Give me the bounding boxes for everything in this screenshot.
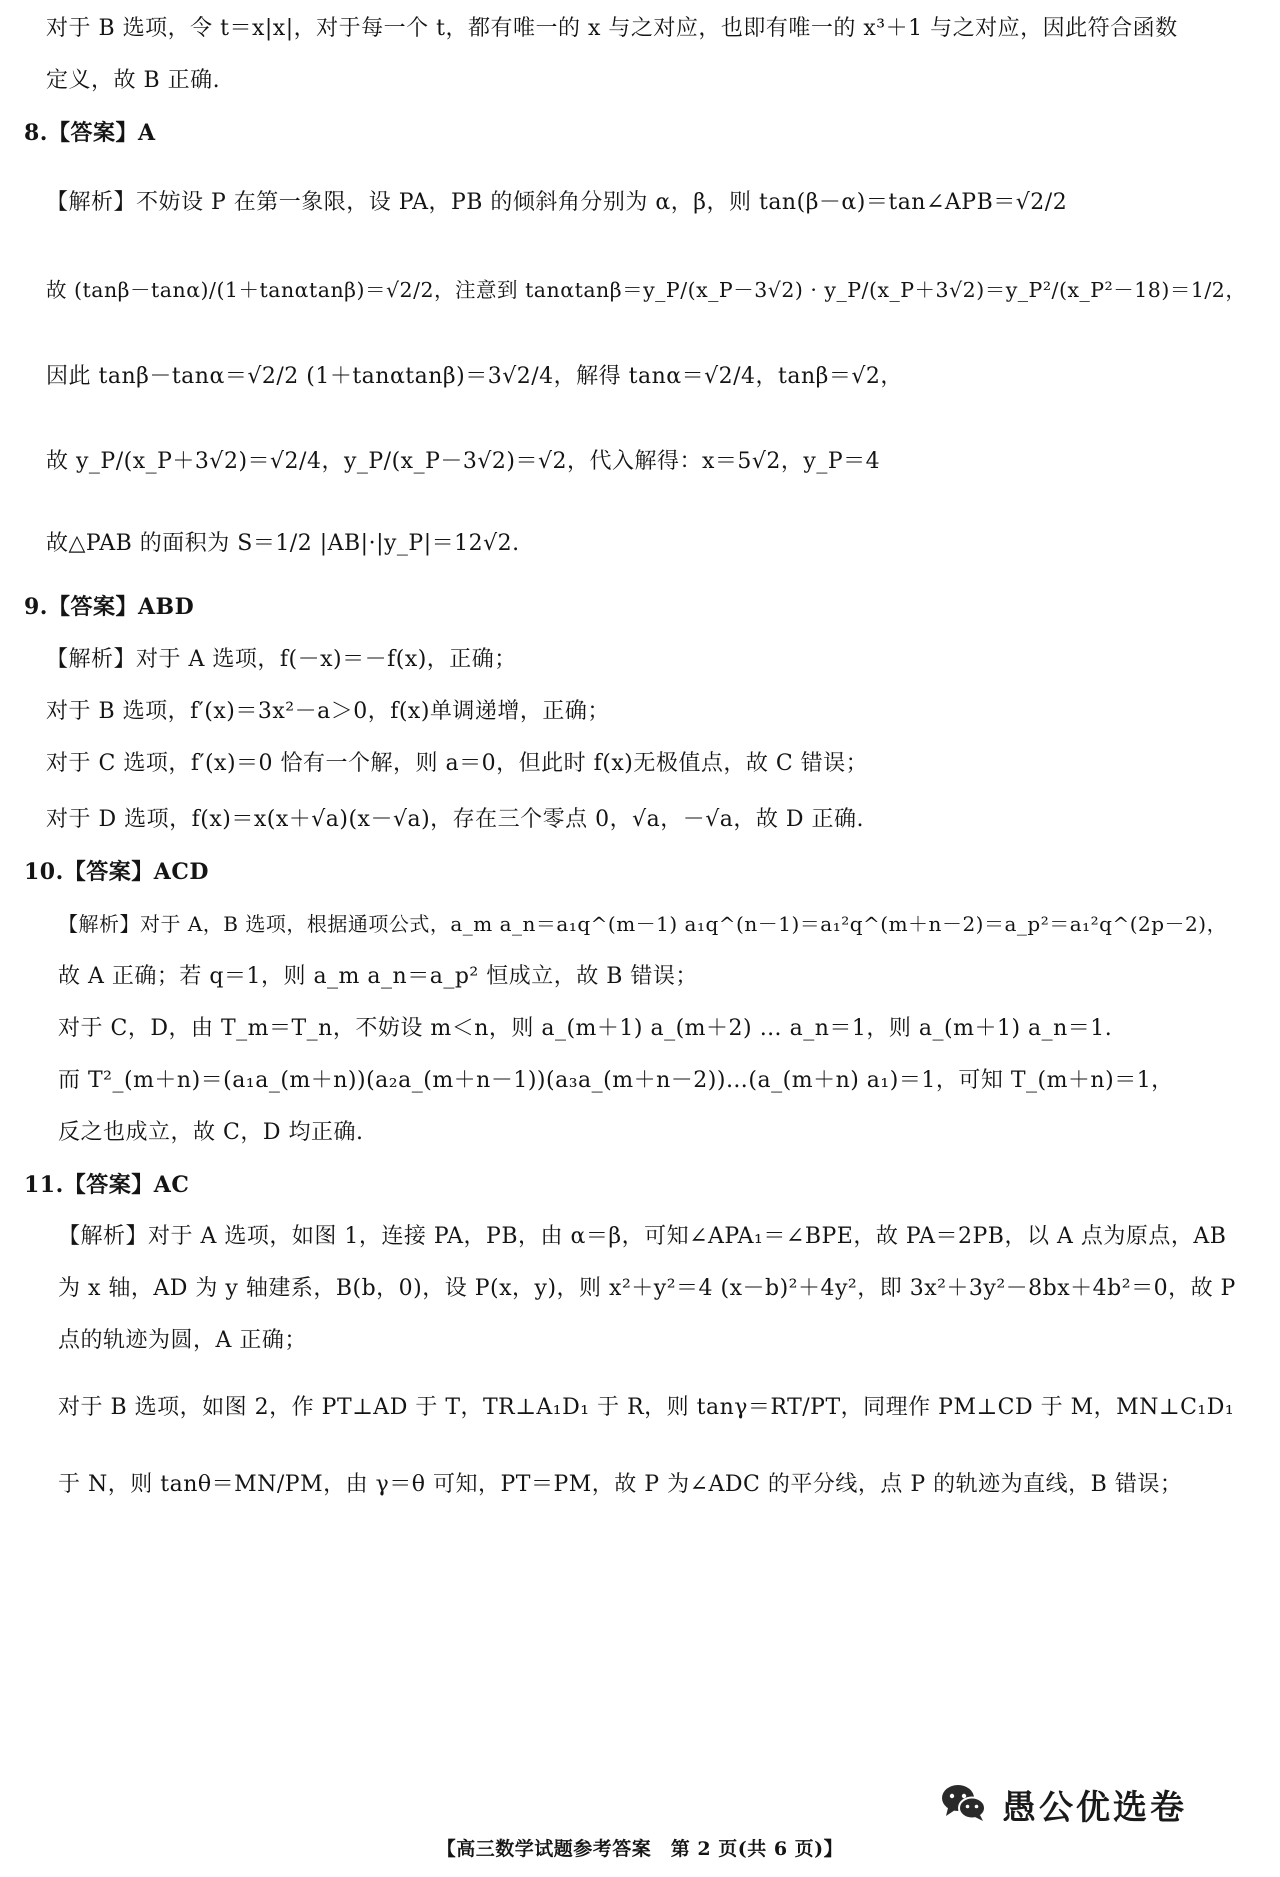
text-line: 对于 C，D，由 T_m＝T_n，不妨设 m＜n，则 a_(m＋1) a_(m＋2) … a_n＝1，则 a_(m＋1) a_n＝1. <box>58 1016 1113 1041</box>
question-answer: 11.【答案】AC <box>24 1172 190 1198</box>
text-line: 对于 D 选项，f(x)＝x(x＋√a)(x－√a)，存在三个零点 0，√a，－√a，故 D 正确. <box>46 807 865 832</box>
text-line: 因此 tanβ－tanα＝√2/2 (1＋tanαtanβ)＝3√2/4，解得 tanα＝√2/4，tanβ＝√2， <box>46 364 903 389</box>
text-line: 对于 B 选项，f′(x)＝3x²－a＞0，f(x)单调递增，正确； <box>46 699 610 724</box>
text-line: 而 T²_(m＋n)＝(a₁a_(m＋n))(a₂a_(m＋n－1))(a₃a_(m＋n－2))…(a_(m＋n) a₁)＝1，可知 T_(m＋n)＝1， <box>58 1068 1174 1093</box>
text-line: 点的轨迹为圆，A 正确； <box>58 1328 307 1353</box>
text-line: 【解析】对于 A 选项，f(－x)＝－f(x)，正确； <box>46 647 517 672</box>
watermark-text: 愚公优选卷 <box>1002 1787 1187 1828</box>
question-answer: 9.【答案】ABD <box>24 594 195 620</box>
text-line: 故△PAB 的面积为 S＝1/2 |AB|·|y_P|＝12√2. <box>46 531 520 556</box>
text-line: 故 (tanβ－tanα)/(1＋tanαtanβ)＝√2/2，注意到 tanαtanβ＝y_P/(x_P－3√2) · y_P/(x_P＋3√2)＝y_P²/(x_P²－18)＝1/2， <box>46 278 1247 302</box>
text-line: 故 y_P/(x_P＋3√2)＝√2/4，y_P/(x_P－3√2)＝√2，代入解得：x＝5√2，y_P＝4 <box>46 449 881 474</box>
text-line: 对于 C 选项，f′(x)＝0 恰有一个解，则 a＝0，但此时 f(x)无极值点，故 C 错误； <box>46 751 869 776</box>
text-line: 为 x 轴，AD 为 y 轴建系，B(b，0)，设 P(x，y)，则 x²＋y²＝4 (x－b)²＋4y²，即 3x²＋3y²－8bx＋4b²＝0，故 P <box>58 1276 1236 1301</box>
text-line: 于 N，则 tanθ＝MN/PM，由 γ＝θ 可知，PT＝PM，故 P 为∠ADC 的平分线，点 P 的轨迹为直线，B 错误； <box>58 1472 1183 1497</box>
text-line: 【解析】不妨设 P 在第一象限，设 PA，PB 的倾斜角分别为 α，β，则 tan(β－α)＝tan∠APB＝√2/2 <box>46 190 1068 215</box>
question-answer: 10.【答案】ACD <box>24 859 209 885</box>
text-line: 对于 B 选项，令 t＝x|x|，对于每一个 t，都有唯一的 x 与之对应，也即有唯一的 x³＋1 与之对应，因此符合函数 <box>46 16 1178 41</box>
text-line: 【解析】对于 A 选项，如图 1，连接 PA，PB，由 α＝β，可知∠APA₁＝∠BPE，故 PA＝2PB，以 A 点为原点，AB <box>58 1224 1227 1249</box>
text-line: 故 A 正确；若 q＝1，则 a_m a_n＝a_p² 恒成立，故 B 错误； <box>58 964 698 989</box>
question-answer: 8.【答案】A <box>24 120 156 146</box>
text-line: 反之也成立，故 C，D 均正确. <box>58 1120 364 1145</box>
text-line: 对于 B 选项，如图 2，作 PT⊥AD 于 T，TR⊥A₁D₁ 于 R，则 tanγ＝RT/PT，同理作 PM⊥CD 于 M，MN⊥C₁D₁ <box>58 1395 1235 1420</box>
text-line: 定义，故 B 正确. <box>46 68 221 93</box>
wechat-icon <box>940 1782 988 1826</box>
text-line: 【解析】对于 A，B 选项，根据通项公式，a_m a_n＝a₁q^(m－1) a₁q^(n－1)＝a₁²q^(m＋n－2)＝a_p²＝a₁²q^(2p－2)， <box>58 912 1228 936</box>
watermark <box>940 1780 1187 1828</box>
page-footer: 【高三数学试题参考答案 第 2 页(共 6 页)】 <box>436 1838 844 1860</box>
